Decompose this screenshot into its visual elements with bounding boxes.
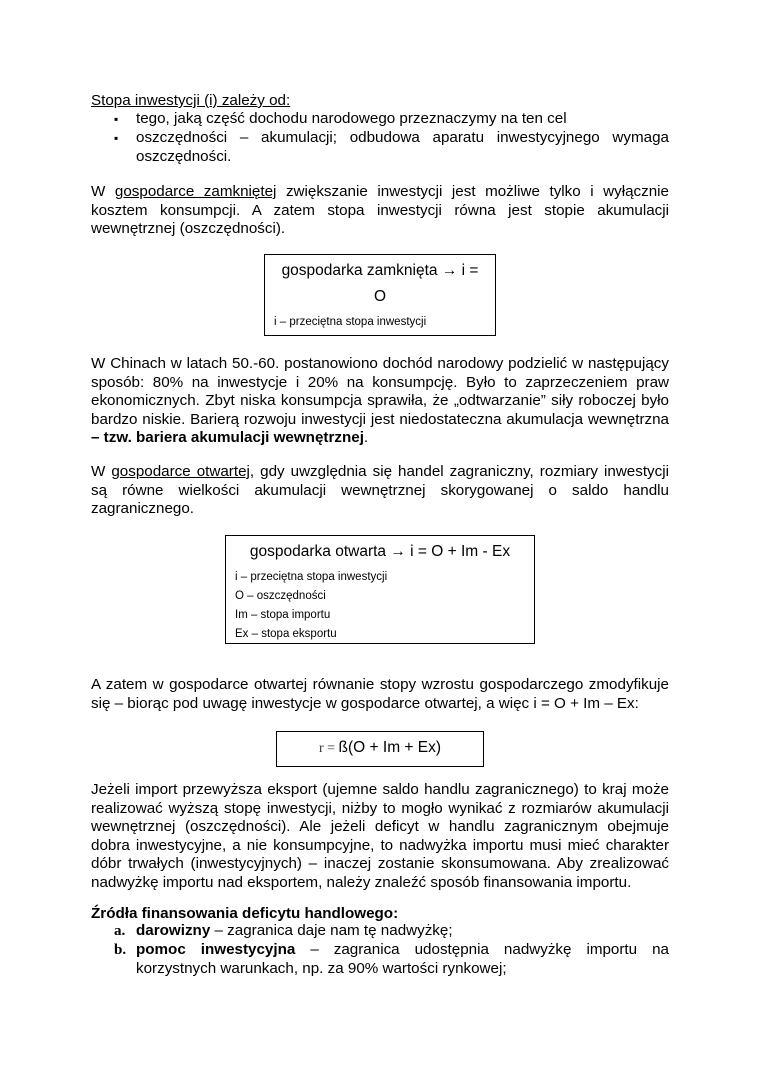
china-paragraph: W Chinach w latach 50.-60. postanowiono dochód narodowy podzielić w następujący sposób: 80% na inwestycje i 20% na konsumpcję. Było to zaprzeczeniem praw ekonomicznych. Zbyt niska konsumpcja sprawiła, że „odtwarzanie” siły roboczej było bardzo niskie. Barierą rozwoju inwestycji jest niedostateczna akumulacja wewnętrzna – tzw. bariera akumulacji wewnętrznej. <box>91 355 669 446</box>
open-formula: gospodarka otwarta → i = O + Im - Ex <box>249 543 511 560</box>
intro-heading: Stopa inwestycji (i) zależy od: <box>91 92 291 109</box>
closed-economy-formula-box <box>264 254 496 336</box>
closed-formula-legend: i – przeciętna stopa inwestycji <box>274 316 427 328</box>
financing-sources-heading: Źródła finansowania deficytu handlowego: <box>91 905 399 922</box>
growth-formula: r = ß(O + Im + Ex) <box>318 739 442 756</box>
open-economy-formula-box <box>225 535 535 644</box>
legend-item: Ex – stopa eksportu <box>235 628 337 640</box>
legend-item: i – przeciętna stopa inwestycji <box>235 571 388 583</box>
closed-formula-line1: gospodarka zamknięta → i = <box>281 262 479 279</box>
growth-equation-paragraph: A zatem w gospodarce otwartej równanie stopy wzrostu gospodarczego zmodyfikuje się – biorąc pod uwagę inwestycje w gospodarce otwartej, a więc i = O + Im – Ex: <box>91 676 669 712</box>
open-formula-legend <box>235 568 387 644</box>
closed-formula-line2: O <box>373 288 387 305</box>
import-paragraph: Jeżeli import przewyższa eksport (ujemne saldo handlu zagranicznego) to kraj może realizować wyższą stopę inwestycji, niżby to mogło wynikać z rozmiarów akumulacji wewnętrznej (oszczędności). Ale jeżeli deficyt w handlu zagranicznym obejmuje dobra inwestycyjne, a nie konsumpcyjne, to nadwyżka importu musi mieć charakter dóbr trwałych (inwestycyjnych) – inaczej zostanie skonsumowana. Aby zrealizować nadwyżkę importu nad eksportem, należy znaleźć sposób finansowania importu. <box>91 781 669 891</box>
bullet-icon: ▪ <box>114 112 119 126</box>
growth-formula-box <box>276 731 484 767</box>
financing-source-item: a. darowizny – zagranica daje nam tę nadwyżkę; <box>114 922 453 939</box>
bullet-icon: ▪ <box>114 131 119 145</box>
intro-bullet-2: ▪ oszczędności – akumulacji; odbudowa aparatu inwestycyjnego wymaga oszczędności. <box>114 129 669 165</box>
financing-source-item: b. pomoc inwestycyjna – zagranica udostępnia nadwyżkę importu na korzystnych warunkach, np. za 90% wartości rynkowej; <box>114 941 669 977</box>
closed-economy-term: gospodarce zamkniętej <box>114 183 277 200</box>
legend-item: Im – stopa importu <box>235 609 331 621</box>
legend-item: O – oszczędności <box>235 590 326 602</box>
closed-economy-paragraph: W gospodarce zamkniętej zwiększanie inwestycji jest możliwe tylko i wyłącznie kosztem konsumpcji. A zatem stopa inwestycji równa jest stopie akumulacji wewnętrznej (oszczędności). <box>91 183 670 237</box>
open-economy-paragraph: W gospodarce otwartej, gdy uwzględnia się handel zagraniczny, rozmiary inwestycji są równe wielkości akumulacji wewnętrznej skorygowanej o saldo handlu zagranicznego. <box>91 463 669 517</box>
intro-bullet-1: ▪ tego, jaką część dochodu narodowego przeznaczymy na ten cel <box>114 110 567 127</box>
open-economy-term: gospodarce otwartej <box>111 463 250 480</box>
investment-barrier-term: – tzw. bariera akumulacji wewnętrznej <box>91 429 364 446</box>
